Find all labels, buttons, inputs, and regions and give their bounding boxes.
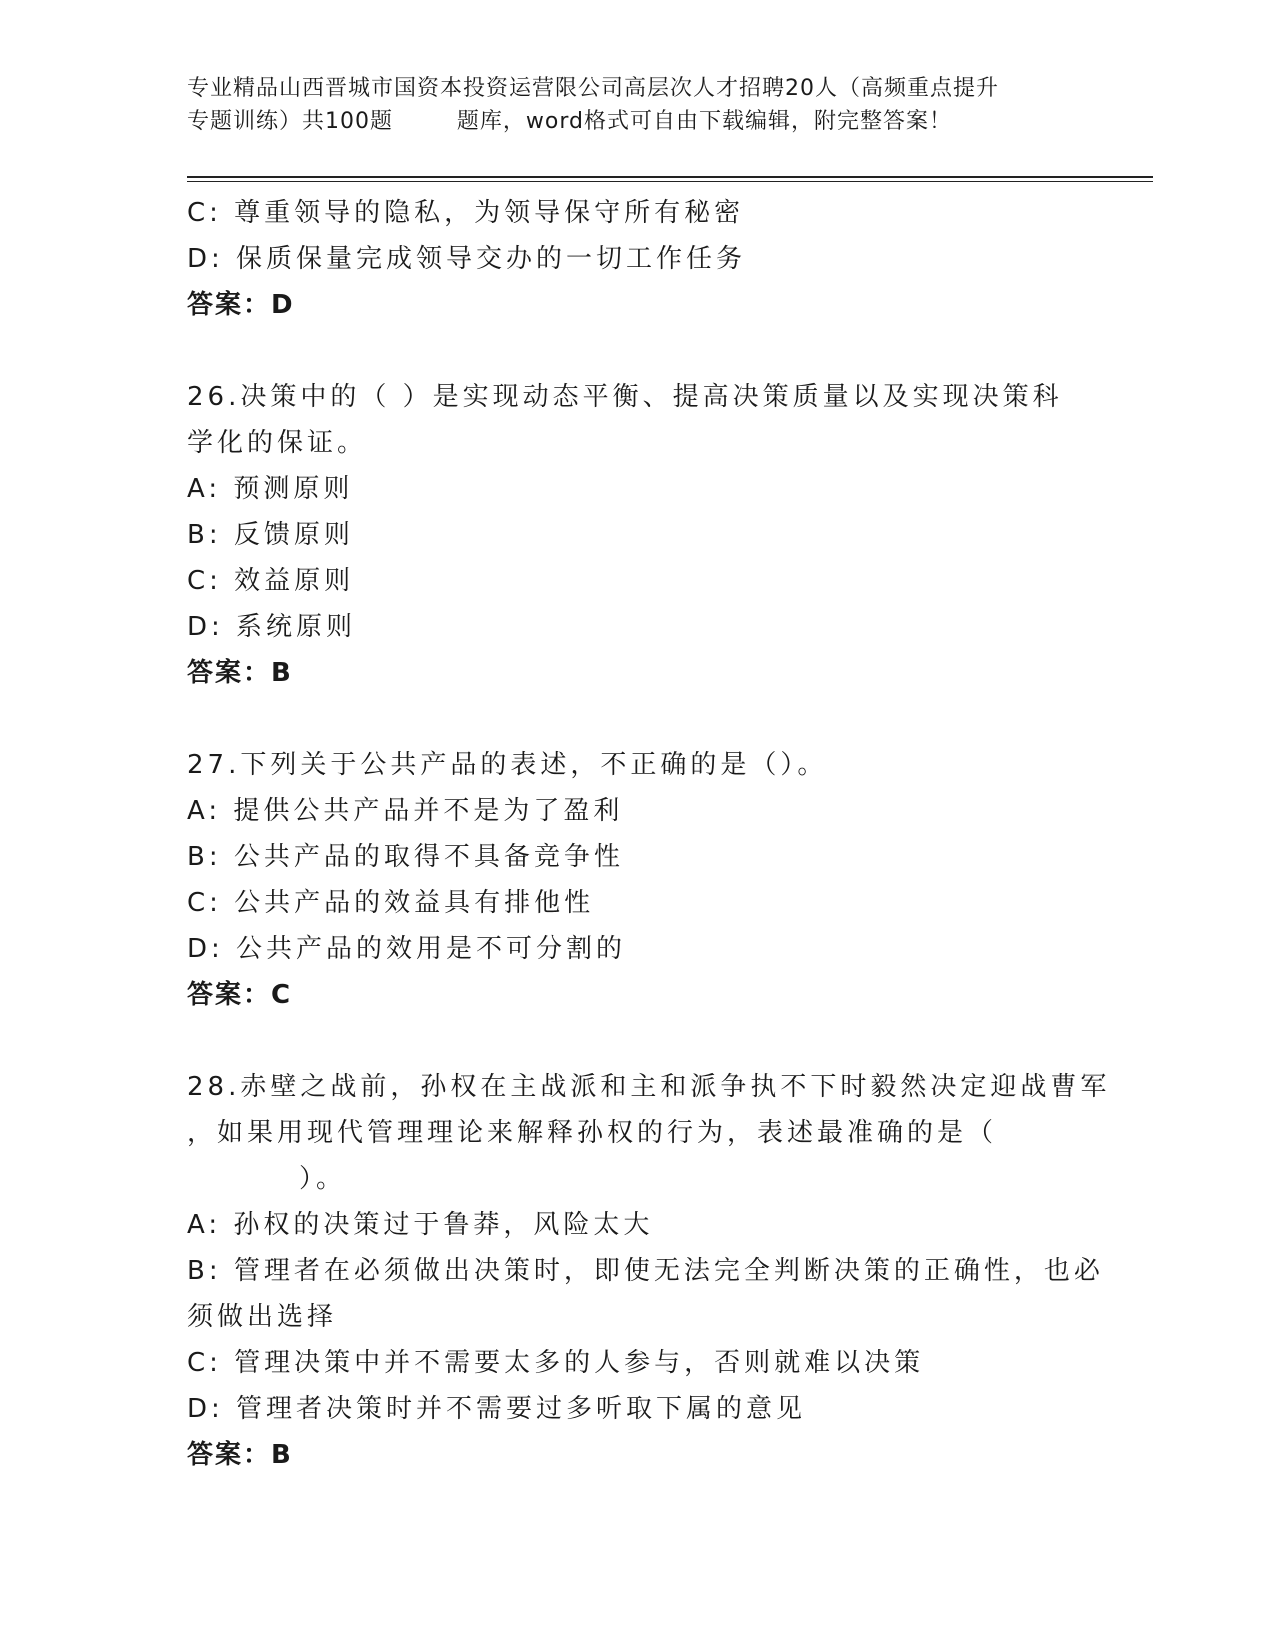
question-28-stem-cont: ，如果用现代管理理论来解释孙权的行为，表述最准确的是（ bbox=[187, 1118, 998, 1148]
option-c: C: 管理决策中并不需要太多的人参与，否则就难以决策 bbox=[187, 1348, 925, 1378]
option-c: C: 公共产品的效益具有排他性 bbox=[187, 888, 595, 918]
option-b: B: 公共产品的取得不具备竞争性 bbox=[187, 842, 624, 872]
option-d: D: 管理者决策时并不需要过多听取下属的意见 bbox=[187, 1394, 807, 1424]
option-b: B: 反馈原则 bbox=[187, 520, 354, 550]
option-b: B: 管理者在必须做出决策时，即使无法完全判断决策的正确性，也必 bbox=[187, 1256, 1104, 1286]
question-26-stem: 26.决策中的（ ）是实现动态平衡、提高决策质量以及实现决策科 bbox=[187, 382, 1063, 412]
option-d: D: 系统原则 bbox=[187, 612, 357, 642]
option-c: C: 尊重领导的隐私，为领导保守所有秘密 bbox=[187, 198, 745, 228]
question-26-stem-cont: 学化的保证。 bbox=[187, 428, 368, 458]
document-header bbox=[187, 72, 1067, 138]
question-list bbox=[187, 190, 1111, 1478]
question-28-stem-end: ）。 bbox=[299, 1164, 347, 1194]
answer: 答案：D bbox=[187, 290, 295, 320]
option-c: C: 效益原则 bbox=[187, 566, 355, 596]
header-divider-thin bbox=[187, 181, 1153, 182]
option-d: D: 保质保量完成领导交办的一切工作任务 bbox=[187, 244, 747, 274]
option-a: A: 预测原则 bbox=[187, 474, 354, 504]
question-27-stem: 27.下列关于公共产品的表述，不正确的是（）。 bbox=[187, 750, 828, 780]
option-d: D: 公共产品的效用是不可分割的 bbox=[187, 934, 627, 964]
header-line-2: 专题训练）共100题 题库，word格式可自由下载编辑，附完整答案！ bbox=[187, 109, 953, 134]
header-line-1: 专业精品山西晋城市国资本投资运营限公司高层次人才招聘20人（高频重点提升 bbox=[187, 76, 999, 101]
option-b-cont: 须做出选择 bbox=[187, 1302, 338, 1332]
answer: 答案：B bbox=[187, 1440, 293, 1470]
option-a: A: 提供公共产品并不是为了盈利 bbox=[187, 796, 624, 826]
answer: 答案：C bbox=[187, 980, 293, 1010]
question-28-stem: 28.赤壁之战前，孙权在主战派和主和派争执不下时毅然决定迎战曹军 bbox=[187, 1072, 1111, 1102]
answer: 答案：B bbox=[187, 658, 293, 688]
option-a: A: 孙权的决策过于鲁莽，风险太大 bbox=[187, 1210, 654, 1240]
header-divider-thick bbox=[187, 176, 1153, 178]
